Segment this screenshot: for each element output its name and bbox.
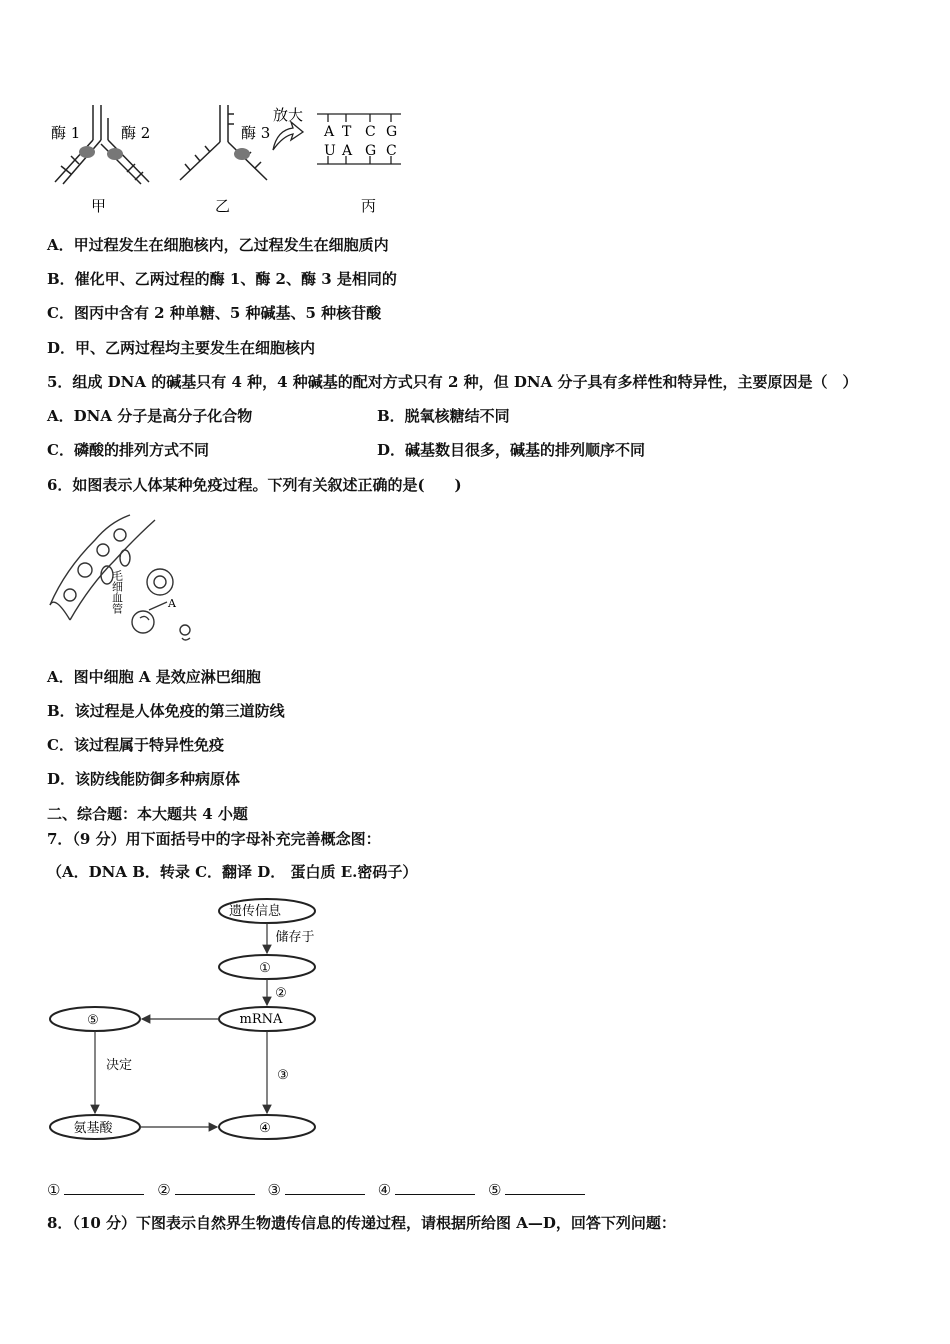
- q5-option-b: B．脱氧核糖结不同: [377, 407, 510, 425]
- immune-process-figure: [45, 510, 205, 645]
- q5-option-c: C．磷酸的排列方式不同: [47, 441, 209, 459]
- top-base: A: [324, 124, 335, 140]
- edge-2-label: ②: [275, 986, 287, 1001]
- mrna-label: mRNA: [239, 1012, 283, 1027]
- magnify-arrow: [273, 122, 303, 150]
- magnify-label: 放大: [273, 106, 304, 124]
- enzyme-2-shape: [107, 148, 123, 160]
- blank-label: ③: [267, 1181, 281, 1199]
- section-2-heading: 二、综合题：本大题共 4 小题: [47, 805, 248, 823]
- blank-label: ⑤: [487, 1181, 502, 1199]
- q7-choices: （A．DNA B．转录 C．翻译 D． 蛋白质 E.密码子）: [47, 863, 418, 881]
- top-base: C: [365, 124, 376, 140]
- top-base: G: [386, 124, 398, 140]
- figure-label-bing: 丙: [361, 197, 377, 215]
- enzyme-1-shape: [79, 146, 95, 158]
- enzyme-2-label: 酶 2: [121, 124, 151, 142]
- q5-option-d: D．碱基数目很多，碱基的排列顺序不同: [377, 441, 646, 459]
- q4-option-b: B．催化甲、乙两过程的酶 1、酶 2、酶 3 是相同的: [47, 270, 397, 288]
- q6-option-b: B．该过程是人体免疫的第三道防线: [47, 702, 285, 720]
- q4-option-d: D．甲、乙两过程均主要发生在细胞核内: [47, 339, 316, 357]
- answer-blank-4[interactable]: [395, 1180, 475, 1195]
- q6-stem: 6．如图表示人体某种免疫过程。下列有关叙述正确的是( ): [47, 476, 462, 494]
- figure-label-yi: 乙: [215, 197, 231, 215]
- q6-option-a: A．图中细胞 A 是效应淋巴细胞: [47, 668, 261, 686]
- cell-a-label: A: [168, 597, 176, 610]
- q4-option-a: A．甲过程发生在细胞核内，乙过程发生在细胞质内: [47, 236, 389, 254]
- figure-jia: [55, 105, 149, 184]
- bottom-base: C: [386, 143, 397, 159]
- amino-acid-label: 氨基酸: [73, 1121, 113, 1136]
- bottom-base: A: [342, 143, 353, 159]
- concept-map-figure: [45, 895, 325, 1145]
- enzyme-3-label: 酶 3: [241, 124, 271, 142]
- answer-blank-1[interactable]: [64, 1180, 144, 1195]
- answer-blank-3[interactable]: [285, 1180, 365, 1195]
- figure-yi: [180, 105, 267, 180]
- enzyme-1-label: 酶 1: [51, 124, 81, 142]
- node-1-label: ①: [259, 961, 271, 976]
- edge-3-label: ③: [277, 1068, 289, 1083]
- replication-transcription-figure: [45, 100, 415, 220]
- bottom-base: U: [324, 143, 336, 159]
- capillary-label: 毛细血管: [110, 570, 124, 614]
- figure-label-jia: 甲: [91, 197, 107, 215]
- enzyme-3-shape: [234, 148, 250, 160]
- answer-blank-5[interactable]: [505, 1180, 585, 1195]
- q4-option-c: C．图丙中含有 2 种单糖、5 种碱基、5 种核苷酸: [47, 304, 382, 322]
- node-4-label: ④: [259, 1121, 271, 1136]
- q5-stem: 5．组成 DNA 的碱基只有 4 种，4 种碱基的配对方式只有 2 种，但 DNA 分子具有多样性和特异性，主要原因是（ ）: [47, 373, 858, 391]
- q7-answer-blanks: [47, 1180, 593, 1199]
- blank-label: ④: [377, 1181, 392, 1199]
- answer-blank-2[interactable]: [175, 1180, 255, 1195]
- determines-label: 决定: [105, 1058, 133, 1073]
- q5-option-a: A．DNA 分子是高分子化合物: [47, 407, 253, 425]
- blank-label: ①: [47, 1181, 61, 1199]
- top-base: T: [342, 124, 352, 140]
- bottom-base: G: [365, 143, 377, 159]
- q7-stem: 7．（9 分）用下面括号中的字母补充完善概念图：: [47, 830, 381, 848]
- node-5-label: ⑤: [87, 1013, 99, 1028]
- q6-option-d: D．该防线能防御多种病原体: [47, 770, 241, 788]
- blank-label: ②: [157, 1181, 171, 1199]
- q8-stem: 8．（10 分）下图表示自然界生物遗传信息的传递过程，请根据所给图 A—D，回答下列问题：: [47, 1214, 676, 1232]
- q6-option-c: C．该过程属于特异性免疫: [47, 736, 224, 754]
- stored-in-label: 储存于: [275, 930, 315, 945]
- genetic-info-label: 遗传信息: [228, 904, 282, 919]
